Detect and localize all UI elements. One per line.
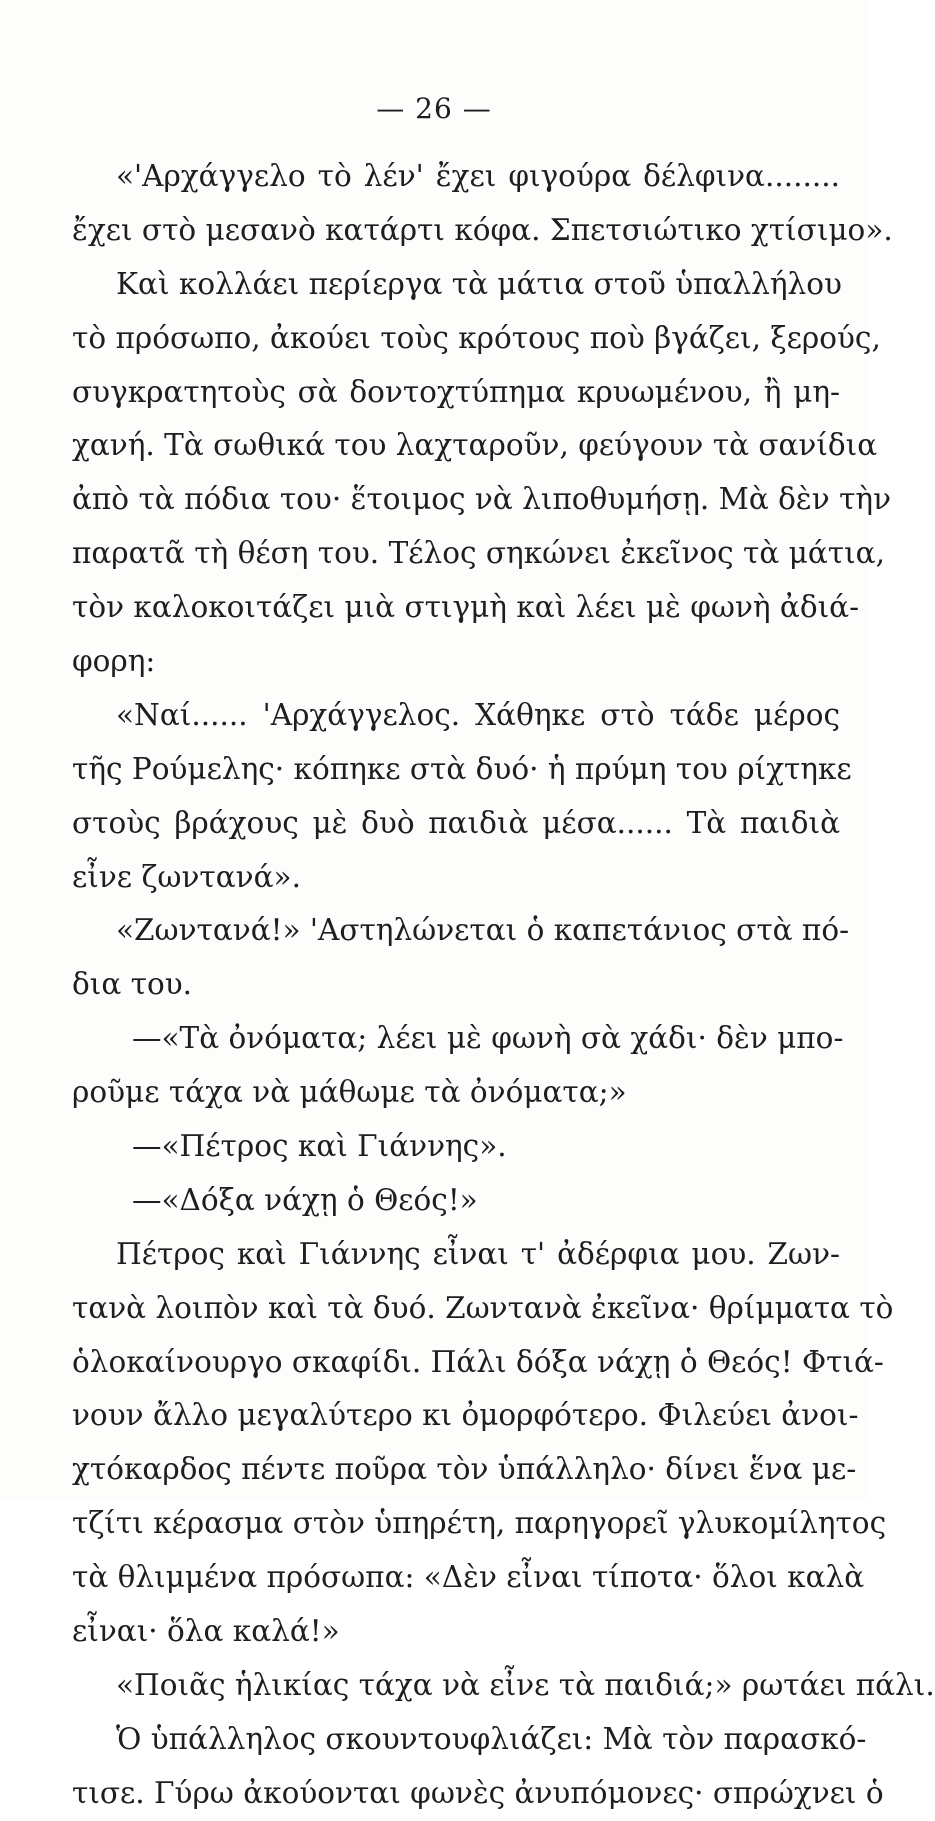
text-line: φορη: [72,644,156,679]
text-line: ὁλοκαίνουργο σκαφίδι. Πάλι δόξα νάχῃ ὁ Θεός! Φτιά- [72,1344,884,1379]
text-line: —«Πέτρος καὶ Γιάννης». [132,1129,507,1164]
text-line: «Ποιᾶς ἡλικίας τάχα νὰ εἶνε τὰ παιδιά;» ρωτάει πάλι. [116,1667,935,1702]
text-line: —«Δόξα νάχῃ ὁ Θεός!» [132,1182,478,1217]
text-line: παρατᾶ τὴ θέση του. Τέλος σηκώνει ἐκεῖνος τὰ μάτια, [72,536,885,571]
text-line: τῆς Ρούμελης· κόπηκε στὰ δυό· ἡ πρύμη του ρίχτηκε [72,751,852,786]
text-line: —«Τὰ ὀνόματα; λέει μὲ φωνὴ σὰ χάδι· δὲν μπο- [132,1021,844,1056]
text-line: Ὁ ὑπάλληλος σκουντουφλιάζει: Μὰ τὸν παρασκό- [116,1721,867,1756]
text-line: ἔχει στὸ μεσανὸ κατάρτι κόφα. Σπετσιώτικο χτίσιμο». [72,212,893,247]
text-line: χανή. Τὰ σωθικά του λαχταροῦν, φεύγουν τὰ σανίδια [72,428,878,463]
text-line: χτόκαρδος πέντε ποῦρα τὸν ὑπάλληλο· δίνει ἕνα με- [72,1452,857,1487]
text-line: τανὰ λοιπὸν καὶ τὰ δυό. Ζωντανὰ ἐκεῖνα· θρίμματα τὸ [72,1290,894,1325]
text-line: στοὺς βράχους μὲ δυὸ παιδιὰ μέσα...... Τὰ παιδιὰ [72,805,840,840]
page-number: — 26 — [376,92,492,125]
text-line: «Ναί...... 'Αρχάγγελος. Χάθηκε στὸ τάδε μέρος [116,697,840,732]
text-line: τὸ πρόσωπο, ἀκούει τοὺς κρότους ποὺ βγάζει, ξερούς, [72,320,881,355]
text-line: «Ζωντανά!» 'Αστηλώνεται ὁ καπετάνιος στὰ πό- [116,913,850,948]
text-line: δια του. [72,967,193,1002]
text-line: τὰ θλιμμένα πρόσωπα: «Δὲν εἶναι τίποτα· ὅλοι καλὰ [72,1560,865,1595]
text-line: εἶνε ζωντανά». [72,859,301,894]
text-line: Καὶ κολλάει περίεργα τὰ μάτια στοῦ ὑπαλλήλου [116,266,842,301]
text-line: νουν ἄλλο μεγαλύτερο κι ὀμορφότερο. Φιλεύει ἀνοι- [72,1398,859,1433]
text-line: συγκρατητοὺς σὰ δοντοχτύπημα κρυωμένου, ἢ μη- [72,374,840,409]
text-line: εἶναι· ὅλα καλά!» [72,1614,340,1649]
text-body [72,150,935,1821]
text-line: «'Αρχάγγελο τὸ λέν' ἔχει φιγούρα δέλφινα........ [116,159,840,193]
text-line: τισε. Γύρω ἀκούονται φωνὲς ἀνυπόμονες· σπρώχνει ὁ [72,1775,884,1810]
text-line: τζίτι κέρασμα στὸν ὑπηρέτη, παρηγορεῖ γλυκομίλητος [72,1506,887,1541]
text-line: τὸν καλοκοιτάζει μιὰ στιγμὴ καὶ λέει μὲ φωνὴ ἀδιά- [72,590,860,625]
text-line: ροῦμε τάχα νὰ μάθωμε τὰ ὀνόματα;» [72,1075,627,1110]
text-line: ἀπὸ τὰ πόδια του· ἕτοιμος νὰ λιποθυμήσῃ. Μὰ δὲν τὴν [72,482,891,517]
text-line: Πέτρος καὶ Γιάννης εἶναι τ' ἀδέρφια μου. Ζων- [116,1236,840,1271]
